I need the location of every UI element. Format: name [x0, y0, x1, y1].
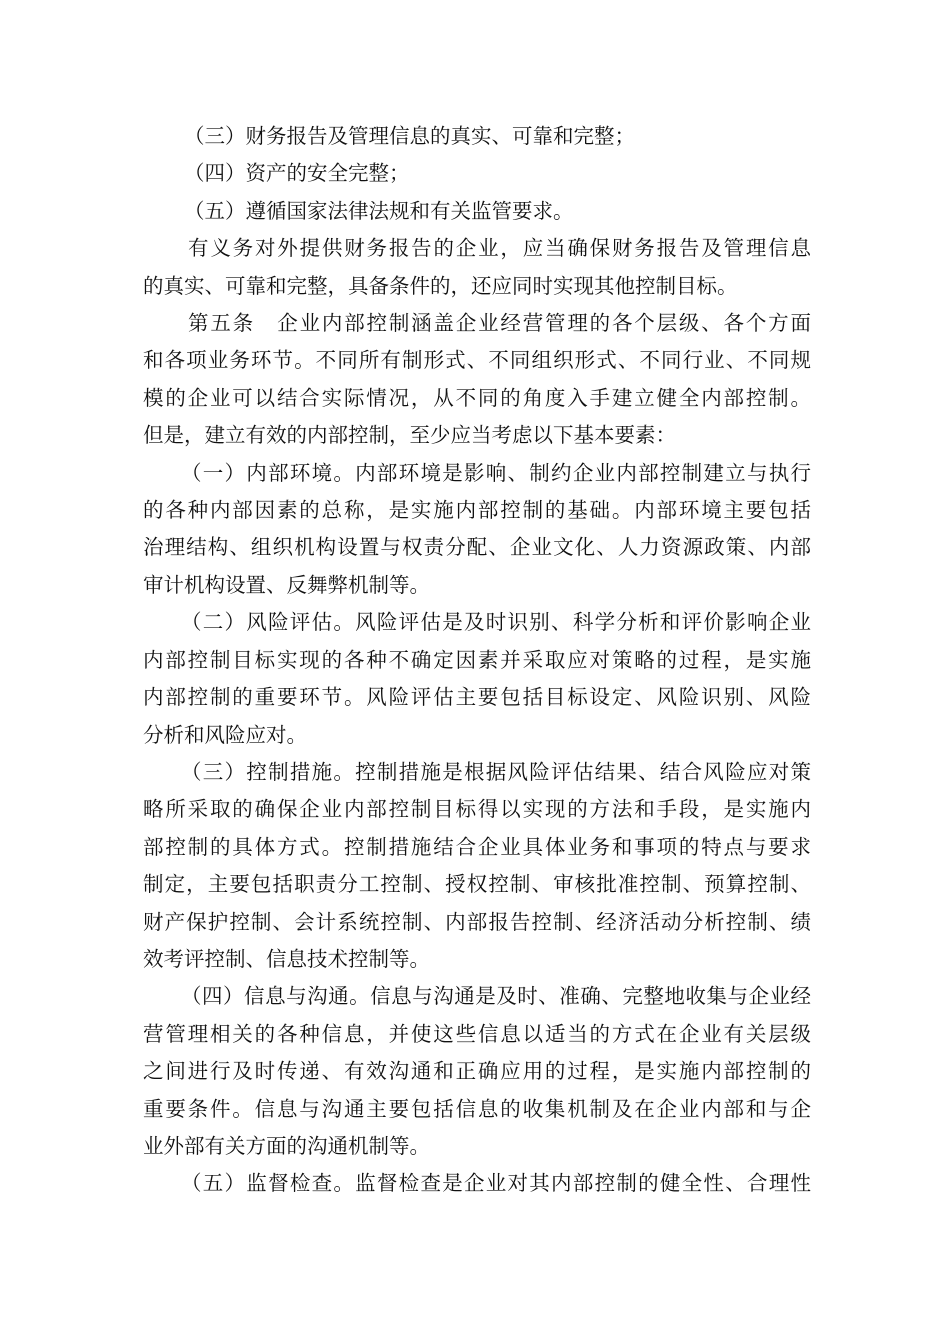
text-line: 有义务对外提供财务报告的企业，应当确保财务报告及管理信息 [188, 236, 811, 261]
text-line: 治理结构、组织机构设置与权责分配、企业文化、人力资源政策、内部 [143, 535, 811, 560]
text-line: 制定，主要包括职责分工控制、授权控制、审核批准控制、预算控制、 [143, 872, 811, 897]
text-line: 和各项业务环节。不同所有制形式、不同组织形式、不同行业、不同规 [143, 348, 811, 373]
text-line: 内部控制的重要环节。风险评估主要包括目标设定、风险识别、风险 [143, 685, 811, 710]
text-line: 的各种内部因素的总称，是实施内部控制的基础。内部环境主要包括 [143, 498, 811, 523]
text-line: （五）监督检查。监督检查是企业对其内部控制的健全性、合理性 [181, 1171, 811, 1196]
document-body [143, 118, 811, 1203]
text-line: （二）风险评估。风险评估是及时识别、科学分析和评价影响企业 [181, 610, 811, 635]
text-line: 内部控制目标实现的各种不确定因素并采取应对策略的过程，是实施 [143, 647, 811, 672]
text-line: 重要条件。信息与沟通主要包括信息的收集机制及在企业内部和与企 [143, 1096, 811, 1121]
text-line: 分析和风险应对。 [143, 722, 307, 747]
text-line: （四）信息与沟通。信息与沟通是及时、准确、完整地收集与企业经 [181, 984, 811, 1009]
text-line: 略所采取的确保企业内部控制目标得以实现的方法和手段，是实施内 [143, 797, 811, 822]
text-line: 模的企业可以结合实际情况，从不同的角度入手建立健全内部控制。 [143, 385, 811, 410]
text-line: 效考评控制、信息技术控制等。 [143, 946, 430, 971]
text-line: （五）遵循国家法律法规和有关监管要求。 [184, 198, 574, 223]
text-line: 的真实、可靠和完整，具备条件的，还应同时实现其他控制目标。 [143, 273, 738, 298]
text-line: 业外部有关方面的沟通机制等。 [143, 1133, 430, 1158]
text-line: （一）内部环境。内部环境是影响、制约企业内部控制建立与执行 [181, 460, 811, 485]
text-line: （三）财务报告及管理信息的真实、可靠和完整； [184, 124, 635, 148]
text-line: 部控制的具体方式。控制措施结合企业具体业务和事项的特点与要求 [143, 834, 811, 859]
text-line: （三）控制措施。控制措施是根据风险评估结果、结合风险应对策 [181, 759, 811, 784]
text-line: 营管理相关的各种信息，并使这些信息以适当的方式在企业有关层级 [143, 1021, 811, 1046]
text-line: 财产保护控制、会计系统控制、内部报告控制、经济活动分析控制、绩 [143, 909, 811, 934]
text-line: 但是，建立有效的内部控制，至少应当考虑以下基本要素： [143, 423, 676, 448]
text-line: （四）资产的安全完整； [184, 161, 410, 186]
article-heading-line: 第五条 企业内部控制涵盖企业经营管理的各个层级、各个方面 [188, 311, 811, 336]
text-line: 审计机构设置、反舞弊机制等。 [143, 572, 430, 597]
text-line: 之间进行及时传递、有效沟通和正确应用的过程，是实施内部控制的 [143, 1059, 811, 1084]
